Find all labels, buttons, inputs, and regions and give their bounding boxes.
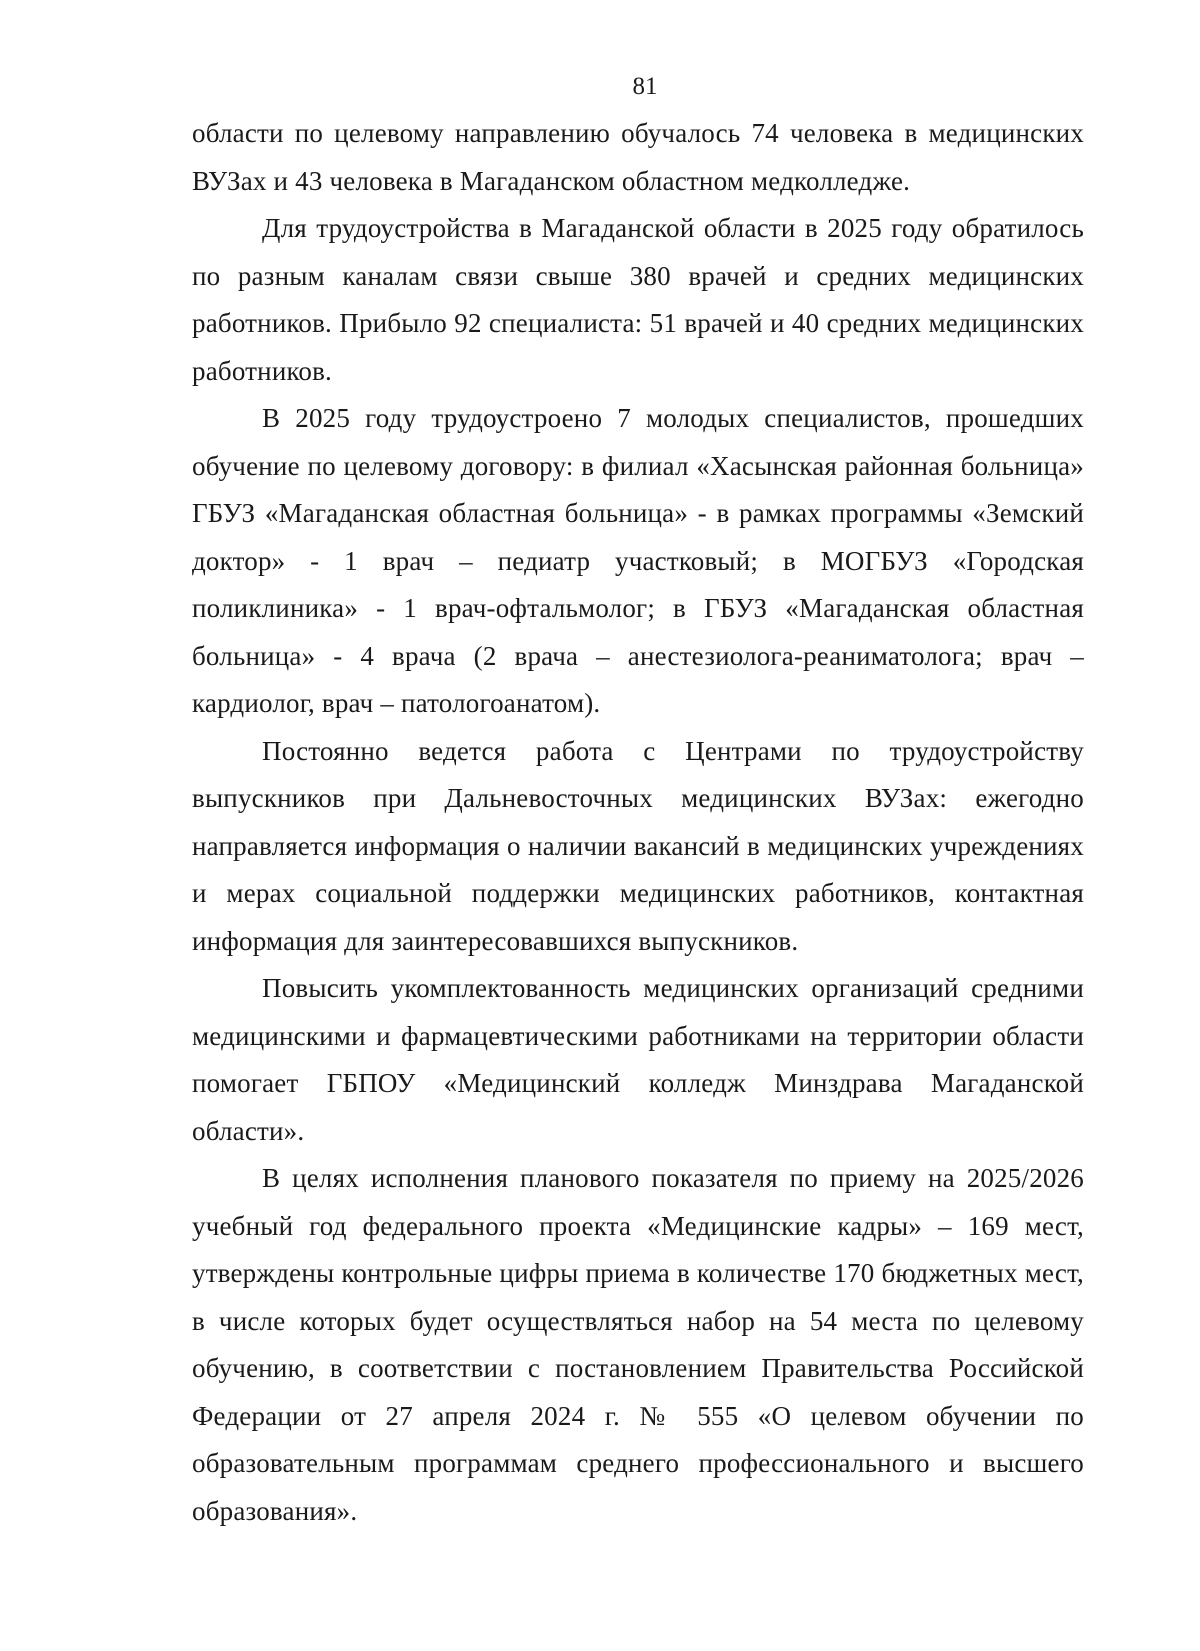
paragraph-admission-plan: В целях исполнения планового показателя по приему на 2025/2026 учебный год федерального проекта «Медицинские кадры» – 169 мест, утверждены контрольные цифры приема в количестве 170 бюджетных мест, в числе которых будет осуществляться набор на 54 места по целевому обучению, в соответствии с постановлением Правительства Российской Федерации от 27 апреля 2024 г. № 555 «О целевом обучении по образовательным программам среднего профессионального и высшего образования».	[192, 1163, 1084, 1526]
paragraph-continuation: области по целевому направлению обучалось 74 человека в медицинских ВУЗах и 43 человека в Магаданском областном медколледже.	[192, 118, 1084, 196]
paragraph-medical-college: Повысить укомплектованность медицинских организаций средними медицинскими и фармацевтическими работниками на территории области помогает ГБПОУ «Медицинский колледж Минздрава Магаданской области».	[192, 973, 1084, 1146]
paragraph-job-applicants: Для трудоустройства в Магаданской области в 2025 году обратилось по разным каналам связи свыше 380 врачей и средних медицинских работников. Прибыло 92 специалиста: 51 врачей и 40 средних медицинских работников.	[192, 213, 1084, 386]
page-number: 81	[632, 73, 658, 100]
document-body	[192, 110, 1084, 1535]
paragraph-employment-centers: Постоянно ведется работа с Центрами по трудоустройству выпускников при Дальневосточных медицинских ВУЗах: ежегодно направляется информация о наличии вакансий в медицинских учреждениях и мерах социальной поддержки медицинских работников, контактная информация для заинтересовавшихся выпускников.	[192, 735, 1084, 956]
paragraph-young-specialists: В 2025 году трудоустроено 7 молодых специалистов, прошедших обучение по целевому договору: в филиал «Хасынская районная больница» ГБУЗ «Магаданская областная больница» - в рамках программы «Земский доктор» - 1 врач – педиатр участковый; в МОГБУЗ «Городская поликлиника» - 1 врач-офтальмолог; в ГБУЗ «Магаданская областная больница» - 4 врача (2 врача – анестезиолога-реаниматолога; врач – кардиолог, врач – патологоанатом).	[192, 403, 1084, 718]
